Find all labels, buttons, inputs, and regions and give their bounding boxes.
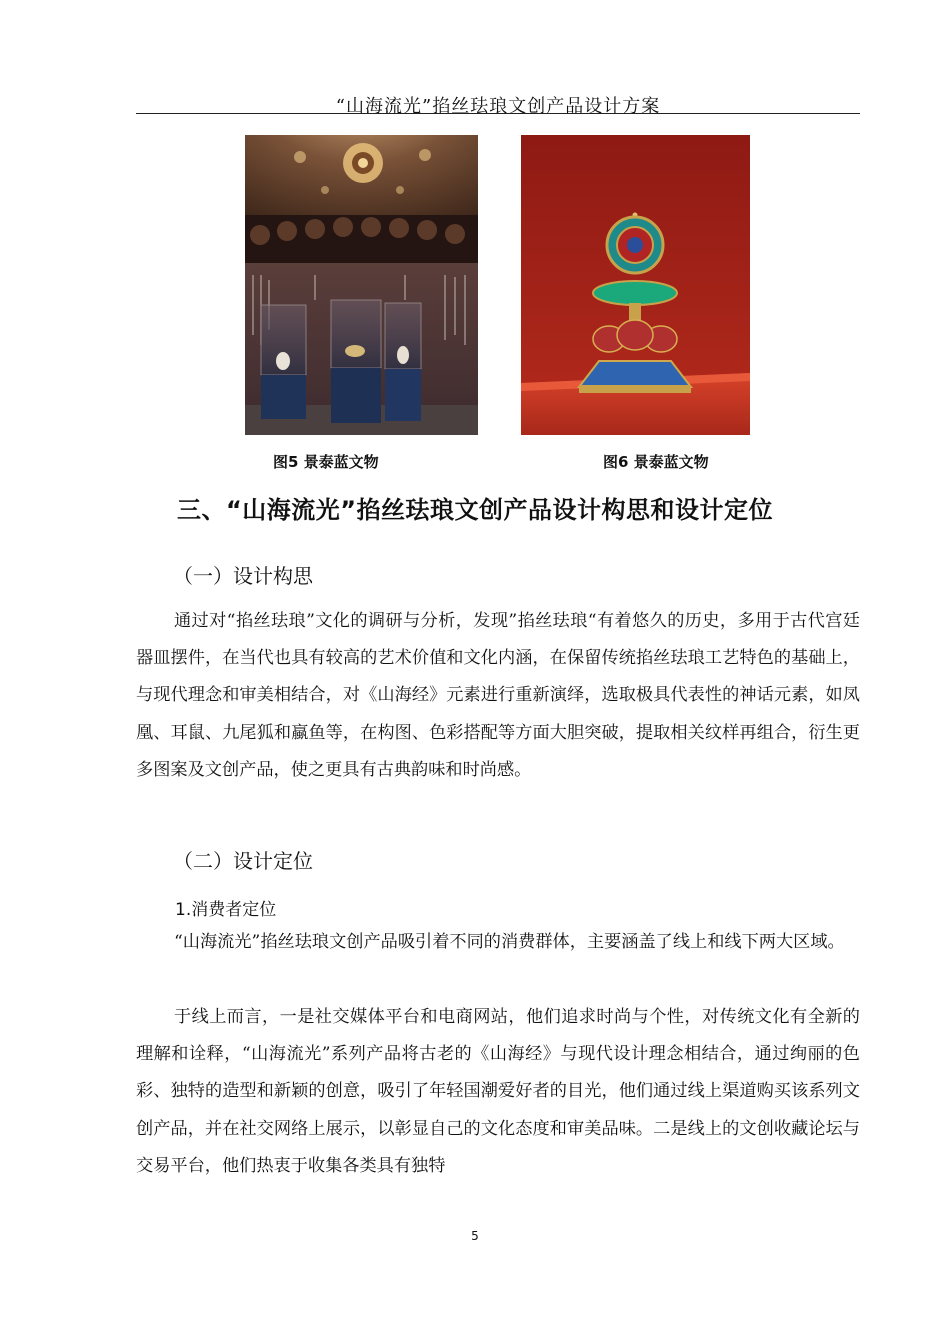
- figure-6-photo: [521, 135, 750, 435]
- figure-5-caption: 图5 景泰蓝文物: [273, 453, 379, 471]
- consumer-paragraph-2: 于线上而言，一是社交媒体平台和电商网站，他们追求时尚与个性，对传统文化有全新的理解和诠释，“山海流光”系列产品将古老的《山海经》与现代设计理念相结合，通过绚丽的色彩、独特的造型和新颖的创意，吸引了年轻国潮爱好者的目光，他们通过线上渠道购买该系列文创产品，并在社交网络上展示，以彰显自己的文化态度和审美品味。二是线上的文创收藏论坛与交易平台，他们热衷于收集各类具有独特: [136, 1007, 860, 1176]
- section-heading: 三、“山海流光”掐丝珐琅文创产品设计构思和设计定位: [176, 496, 774, 524]
- subsection-heading-design-concept: （一）设计构思: [173, 564, 313, 588]
- design-concept-paragraph: 通过对“掐丝珐琅”文化的调研与分析，发现”掐丝珐琅“有着悠久的历史，多用于古代宫廷器皿摆件，在当代也具有较高的艺术价值和文化内涵，在保留传统掐丝珐琅工艺特色的基础上，与现代理念和审美相结合，对《山海经》元素进行重新演绎，选取极具代表性的神话元素，如凤凰、耳鼠、九尾狐和蠃鱼等，在构图、色彩搭配等方面大胆突破，提取相关纹样再组合，衍生更多图案及文创产品，使之更具有古典韵味和时尚感。: [136, 611, 860, 780]
- consumer-positioning-heading: 1.消费者定位: [175, 900, 277, 920]
- figure-6-caption: 图6 景泰蓝文物: [603, 453, 709, 471]
- subsection-heading-design-positioning: （二）设计定位: [173, 849, 313, 873]
- running-header-title: “山海流光”掐丝珐琅文创产品设计方案: [335, 96, 661, 117]
- page-number: 5: [471, 1229, 479, 1243]
- header-divider: [136, 113, 860, 114]
- consumer-paragraph-1: “山海流光”掐丝珐琅文创产品吸引着不同的消费群体，主要涵盖了线上和线下两大区域。: [174, 932, 845, 952]
- figure-5-photo: [245, 135, 478, 435]
